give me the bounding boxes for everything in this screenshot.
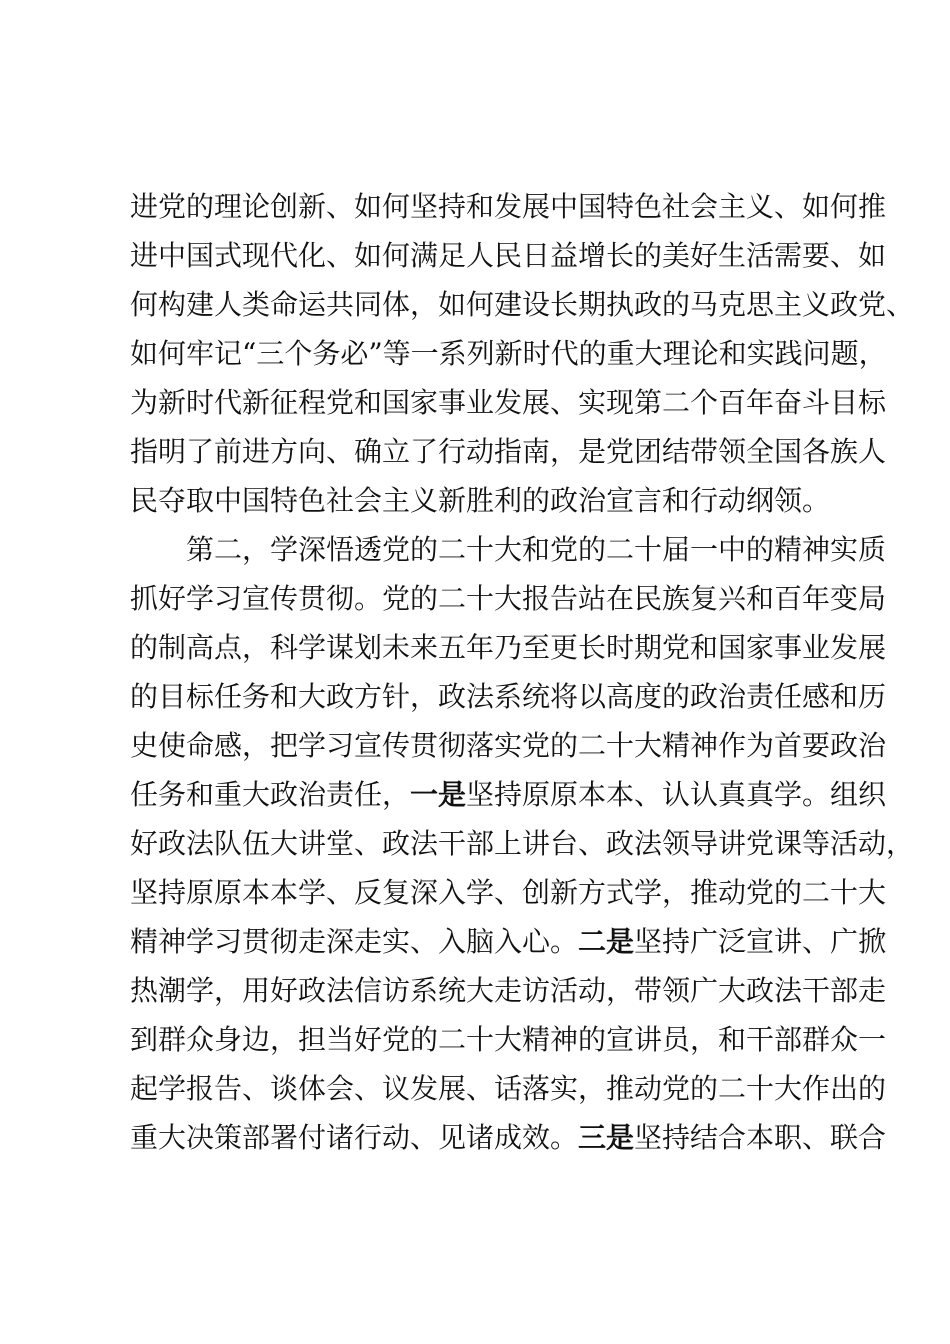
body-text: [130, 182, 915, 1162]
enumeration-marker-third: 三是: [578, 1121, 635, 1154]
line-text: 精神学习贯彻走深走实、入脑入心。: [130, 925, 579, 958]
line-text: 任务和重大政治责任，: [130, 778, 411, 811]
paragraph-line: 坚持原原本本学、反复深入学、创新方式学，推动党的二十大: [130, 876, 887, 909]
paragraph-line: 民夺取中国特色社会主义新胜利的政治宣言和行动纲领。: [130, 484, 831, 517]
paragraph-line: [130, 917, 887, 966]
paragraph-line: 如何牢记“三个务必”等一系列新时代的重大理论和实践问题，: [130, 337, 887, 370]
enumeration-marker-second: 二是: [578, 925, 635, 958]
paragraph-line: 抓好学习宣传贯彻。党的二十大报告站在民族复兴和百年变局: [130, 582, 887, 615]
paragraph-line: 史使命感，把学习宣传贯彻落实党的二十大精神作为首要政治: [130, 729, 887, 762]
line-text: 坚持广泛宣讲、广掀: [634, 925, 887, 958]
paragraph-line: 热潮学，用好政法信访系统大走访活动，带领广大政法干部走: [130, 974, 887, 1007]
paragraph-line: [130, 1113, 887, 1162]
line-text: 重大决策部署付诸行动、见诸成效。: [130, 1121, 579, 1154]
paragraph-line: 进中国式现代化、如何满足人民日益增长的美好生活需要、如: [130, 239, 887, 272]
paragraph-line: 好政法队伍大讲堂、政法干部上讲台、政法领导讲党课等活动，: [130, 827, 915, 860]
paragraph-line: 进党的理论创新、如何坚持和发展中国特色社会主义、如何推: [130, 190, 887, 223]
line-text: 坚持结合本职、联合: [634, 1121, 887, 1154]
paragraph-line: 起学报告、谈体会、议发展、话落实，推动党的二十大作出的: [130, 1072, 887, 1105]
paragraph-line: [130, 770, 887, 819]
paragraph-line: 的制高点，科学谋划未来五年乃至更长时期党和国家事业发展: [130, 631, 887, 664]
paragraph-line: 第二，学深悟透党的二十大和党的二十届一中的精神实质: [186, 533, 887, 566]
paragraph-line: 为新时代新征程党和国家事业发展、实现第二个百年奋斗目标: [130, 386, 887, 419]
paragraph-2: [130, 525, 915, 1162]
paragraph-line: 指明了前进方向、确立了行动指南，是党团结带领全国各族人: [130, 435, 887, 468]
paragraph-1: [130, 182, 915, 525]
enumeration-marker-first: 一是: [410, 778, 467, 811]
paragraph-line: 到群众身边，担当好党的二十大精神的宣讲员，和干部群众一: [130, 1023, 887, 1056]
paragraph-line: 何构建人类命运共同体，如何建设长期执政的马克思主义政党、: [130, 288, 915, 321]
line-text: 坚持原原本本、认认真真学。组织: [466, 778, 887, 811]
paragraph-line: 的目标任务和大政方针，政法系统将以高度的政治责任感和历: [130, 680, 887, 713]
